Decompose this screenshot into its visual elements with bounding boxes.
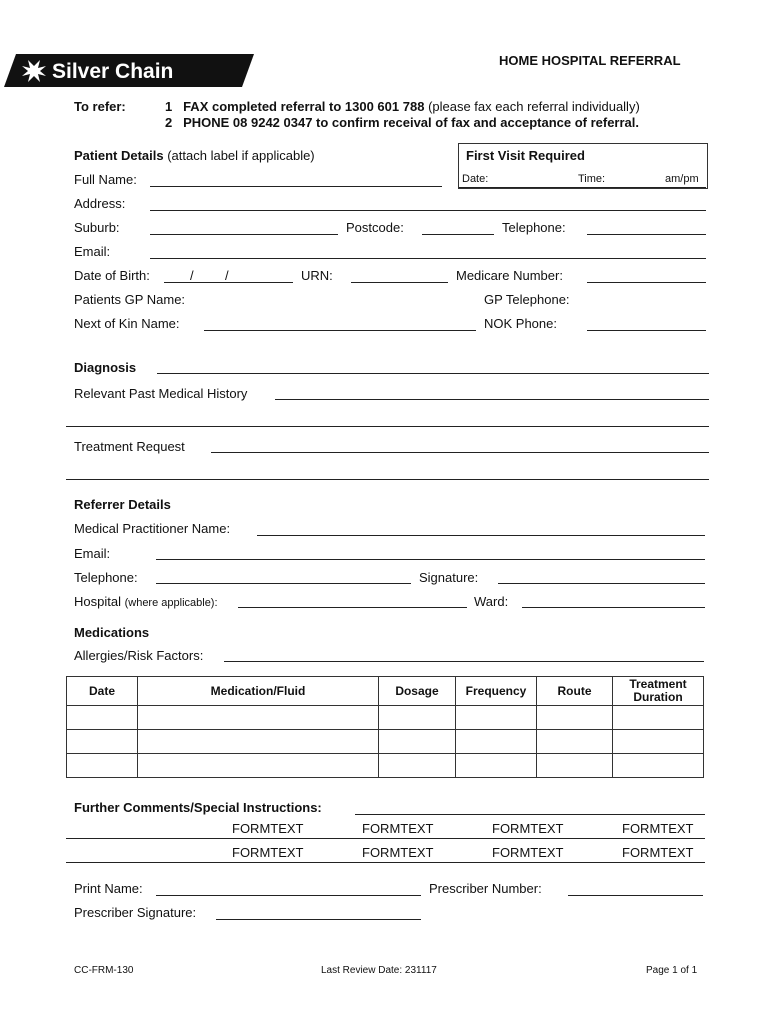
table-header-row: [67, 677, 704, 706]
postcode-label: Postcode:: [346, 220, 404, 235]
table-cell[interactable]: [67, 754, 138, 778]
nok-name-field[interactable]: [204, 330, 476, 331]
comments-field-line-3[interactable]: [66, 862, 705, 863]
comments-heading: Further Comments/Special Instructions:: [74, 800, 322, 815]
comments-field[interactable]: [355, 814, 705, 815]
postcode-field[interactable]: [422, 234, 494, 235]
print-name-field[interactable]: [156, 895, 421, 896]
formtext-placeholder[interactable]: FORMTEXT: [492, 845, 564, 860]
table-cell[interactable]: [379, 706, 456, 730]
diagnosis-field[interactable]: [157, 373, 709, 374]
treatment-request-field[interactable]: [211, 452, 709, 453]
first-visit-date-label: Date:: [462, 173, 489, 185]
medicare-field[interactable]: [587, 282, 706, 283]
table-cell[interactable]: [138, 754, 379, 778]
past-history-field-line-2[interactable]: [66, 426, 709, 427]
column-header-frequency: Frequency: [456, 677, 537, 706]
practitioner-field[interactable]: [257, 535, 705, 536]
gp-name-label: Patients GP Name:: [74, 292, 186, 307]
prescriber-signature-label: Prescriber Signature:: [74, 905, 197, 920]
allergies-field[interactable]: [224, 661, 704, 662]
referrer-email-field[interactable]: [156, 559, 705, 560]
prescriber-number-field[interactable]: [568, 895, 703, 896]
form-code: CC-FRM-130: [74, 965, 134, 976]
column-header-medication: Medication/Fluid: [138, 677, 379, 706]
table-cell[interactable]: [138, 706, 379, 730]
referrer-telephone-field[interactable]: [156, 583, 411, 584]
full-name-field[interactable]: [150, 186, 442, 187]
diagnosis-heading: Diagnosis: [74, 360, 137, 375]
table-cell[interactable]: [67, 730, 138, 754]
table-cell[interactable]: [537, 706, 613, 730]
table-row: [67, 754, 704, 778]
telephone-field[interactable]: [587, 234, 706, 235]
email-field[interactable]: [150, 258, 706, 259]
formtext-placeholder[interactable]: FORMTEXT: [232, 845, 304, 860]
ward-label: Ward:: [474, 594, 509, 609]
table-cell[interactable]: [379, 754, 456, 778]
table-cell[interactable]: [537, 730, 613, 754]
nok-phone-label: NOK Phone:: [484, 316, 557, 331]
table-cell[interactable]: [138, 730, 379, 754]
svg-text:Silver Chain: Silver Chain: [52, 60, 174, 83]
print-name-label: Print Name:: [74, 881, 143, 896]
gp-telephone-label: GP Telephone:: [484, 292, 570, 307]
first-visit-time-label: Time:: [578, 173, 606, 185]
nok-phone-field[interactable]: [587, 330, 706, 331]
hospital-field[interactable]: [238, 607, 467, 608]
referrer-heading: Referrer Details: [74, 497, 171, 512]
form-title: HOME HOSPITAL REFERRAL: [499, 53, 681, 68]
column-header-dosage: Dosage: [379, 677, 456, 706]
prescriber-signature-field[interactable]: [216, 919, 421, 920]
email-label: Email:: [74, 244, 111, 259]
formtext-placeholder[interactable]: FORMTEXT: [362, 845, 434, 860]
signature-field[interactable]: [498, 583, 705, 584]
referrer-email-label: Email:: [74, 546, 111, 561]
medications-table: [66, 676, 704, 778]
table-cell[interactable]: [456, 754, 537, 778]
urn-label: URN:: [301, 268, 333, 283]
nok-name-label: Next of Kin Name:: [74, 316, 180, 331]
instruction-step-2: 2 PHONE 08 9242 0347 to confirm receival of fax and acceptance of referral.: [165, 115, 640, 130]
past-history-label: Relevant Past Medical History: [74, 386, 248, 401]
silver-chain-logo: [4, 54, 254, 87]
table-cell[interactable]: [67, 706, 138, 730]
first-visit-title: First Visit Required: [466, 148, 585, 163]
table-cell[interactable]: [379, 730, 456, 754]
first-visit-ampm-label: am/pm: [665, 173, 699, 185]
dob-label: Date of Birth:: [74, 268, 150, 283]
prescriber-number-label: Prescriber Number:: [429, 881, 542, 896]
page-number: Page 1 of 1: [646, 965, 698, 976]
referrer-telephone-label: Telephone:: [74, 570, 138, 585]
formtext-placeholder[interactable]: FORMTEXT: [622, 845, 694, 860]
formtext-placeholder[interactable]: FORMTEXT: [362, 821, 434, 836]
formtext-placeholder[interactable]: FORMTEXT: [622, 821, 694, 836]
address-field[interactable]: [150, 210, 706, 211]
address-label: Address:: [74, 196, 126, 211]
treatment-request-label: Treatment Request: [74, 439, 185, 454]
table-row: [67, 706, 704, 730]
patient-details-heading: Patient Details (attach label if applicable): [74, 148, 315, 163]
full-name-label: Full Name:: [74, 172, 137, 187]
treatment-request-field-line-2[interactable]: [66, 479, 709, 480]
first-visit-underline: [459, 187, 706, 188]
urn-field[interactable]: [351, 282, 448, 283]
past-history-field[interactable]: [275, 399, 709, 400]
suburb-field[interactable]: [150, 234, 338, 235]
signature-label: Signature:: [419, 570, 479, 585]
ward-field[interactable]: [522, 607, 705, 608]
dob-separator: /: [225, 268, 229, 283]
table-cell[interactable]: [456, 706, 537, 730]
allergies-label: Allergies/Risk Factors:: [74, 648, 204, 663]
table-row: [67, 730, 704, 754]
formtext-placeholder[interactable]: FORMTEXT: [232, 821, 304, 836]
dob-separator: /: [190, 268, 194, 283]
table-cell[interactable]: [537, 754, 613, 778]
instruction-step-1: 1 FAX completed referral to 1300 601 788 (please fax each referral individually): [165, 99, 640, 114]
table-cell[interactable]: [613, 730, 704, 754]
last-review-date: Last Review Date: 231117: [321, 965, 437, 976]
telephone-label: Telephone:: [502, 220, 566, 235]
table-cell[interactable]: [613, 754, 704, 778]
to-refer-label: To refer:: [74, 99, 126, 114]
formtext-placeholder[interactable]: FORMTEXT: [492, 821, 564, 836]
hospital-label: Hospital (where applicable):: [74, 594, 218, 609]
column-header-duration: Treatment Duration: [613, 677, 704, 706]
medications-heading: Medications: [74, 625, 150, 640]
medicare-label: Medicare Number:: [456, 268, 563, 283]
table-cell[interactable]: [613, 706, 704, 730]
suburb-label: Suburb:: [74, 220, 120, 235]
comments-field-line-2[interactable]: [66, 838, 705, 839]
practitioner-label: Medical Practitioner Name:: [74, 521, 231, 536]
column-header-route: Route: [537, 677, 613, 706]
column-header-date: Date: [67, 677, 138, 706]
table-cell[interactable]: [456, 730, 537, 754]
